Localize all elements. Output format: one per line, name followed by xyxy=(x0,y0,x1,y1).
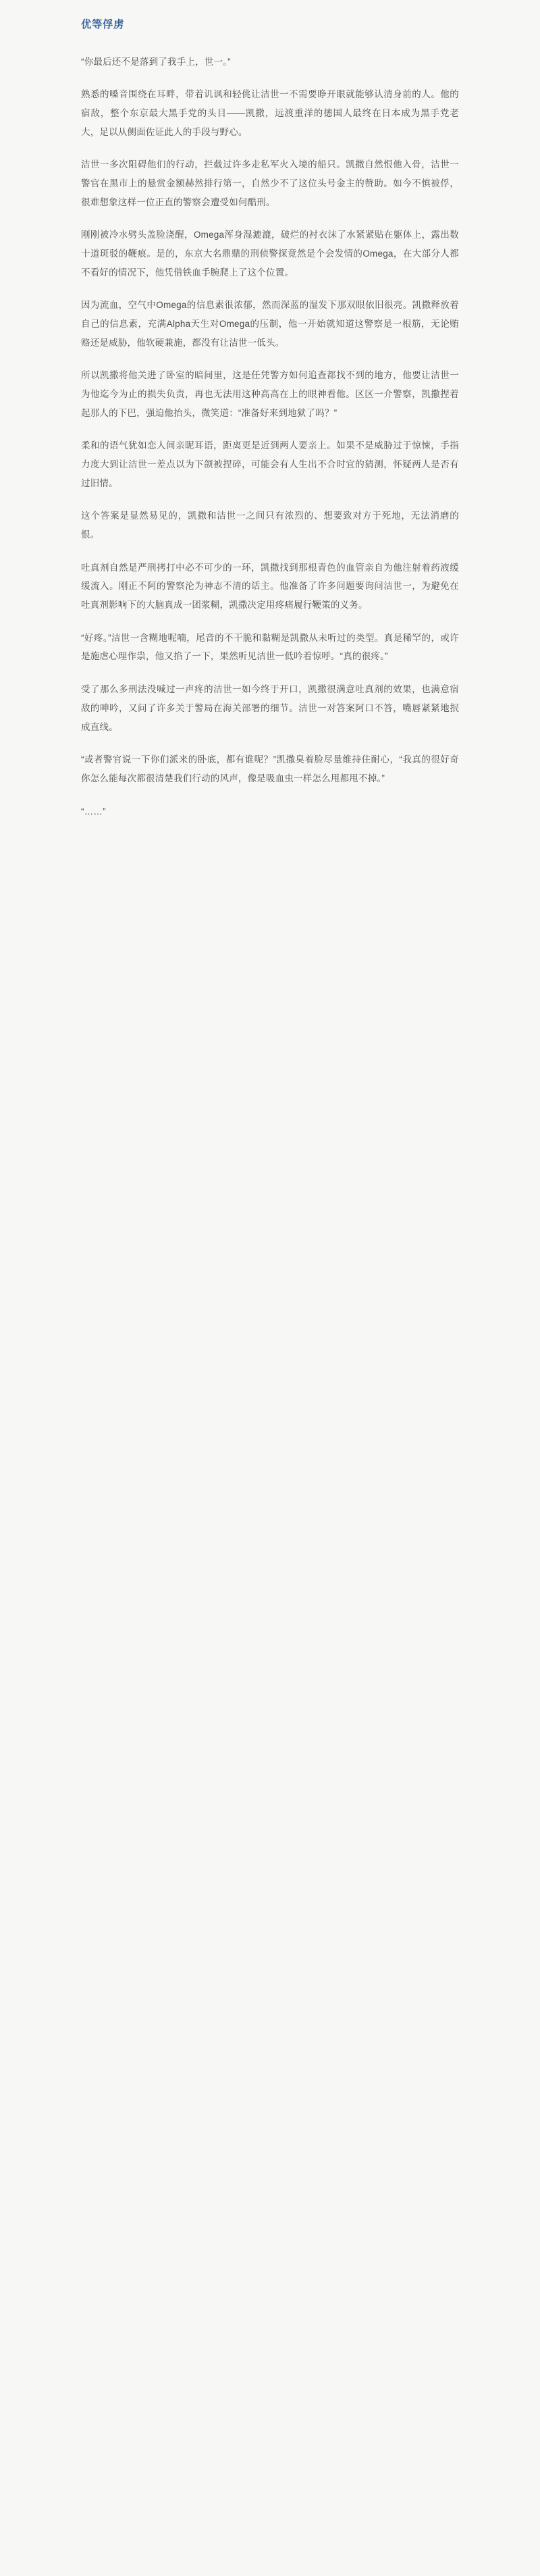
paragraph: 因为流血，空气中Omega的信息素很浓郁，然而深蓝的湿发下那双眼依旧很亮。凯撒释放着自己的信息素，充满Alpha天生对Omega的压制，他一开始就知道这警察是一根筋，无论贿赂还是威胁，他软硬兼施，都没有让洁世一低头。 xyxy=(81,300,459,348)
paragraph: “好疼。”洁世一含糊地呢喃，尾音的不干脆和黏糊是凯撒从未听过的类型。真是稀罕的，或许是施虐心理作祟，他又掐了一下，果然听见洁世一低吟着惊呼。“真的很疼。” xyxy=(81,632,459,662)
paragraph: 这个答案是显然易见的，凯撒和洁世一之间只有浓烈的、想要致对方于死地，无法消磨的恨。 xyxy=(81,511,459,540)
paragraph: 受了那么多刑法没喊过一声疼的洁世一如今终于开口，凯撒很满意吐真剂的效果，也满意宿敌的呻吟，又问了许多关于警局在海关部署的细节。洁世一对答案阿口不答，嘴唇紧紧地抿成直线。 xyxy=(81,684,459,732)
paragraph: 熟悉的嗓音围绕在耳畔，带着讥讽和轻佻让洁世一不需要睁开眼就能够认清身前的人。他的宿敌，整个东京最大黑手党的头目——凯撒，远渡重洋的德国人最终在日本成为黑手党老大，足以从侧面佐证此人的手段与野心。 xyxy=(81,89,459,137)
paragraph: 洁世一多次阻碍他们的行动，拦截过许多走私军火入境的船只。凯撒自然恨他入骨，洁世一警官在黑市上的悬赏金额赫然排行第一，自然少不了这位头号金主的赞助。如今不慎被俘，很难想象这样一位正直的警察会遭受如何酷刑。 xyxy=(81,159,459,207)
paragraph: 吐真剂自然是严刑拷打中必不可少的一环，凯撒找到那根青色的血管亲自为他注射着药液缓缓流入。刚正不阿的警察沦为神志不清的话主。他准备了许多问题要询问洁世一，为避免在吐真剂影响下的大脑真成一团浆糊，凯撒决定用疼痛履行鞭策的义务。 xyxy=(81,562,459,611)
bottom-spacer xyxy=(81,821,459,861)
paragraph: “……” xyxy=(81,806,106,817)
paragraph: 柔和的语气犹如恋人间亲昵耳语，距离更是近到两人要亲上。如果不是威胁过于惊悚，手指力度大到让洁世一差点以为下颌被捏碎，可能会有人生出不合时宜的猜测，怀疑两人是否有过旧情。 xyxy=(81,440,459,488)
paragraph: “或者警官说一下你们派来的卧底，都有谁呢？”凯撒臭着脸尽量维持住耐心，“我真的很好奇你怎么能每次都很清楚我们行动的风声，像是吸血虫一样怎么甩都甩不掉。” xyxy=(81,754,459,783)
paragraph: 所以凯撒将他关进了卧室的暗间里，这是任凭警方如何追查都找不到的地方，他要让洁世一为他迄今为止的损失负责，再也无法用这种高高在上的眼神看他。区区一介警察，凯撒捏着起那人的下巴，强迫他抬头，微笑道：“准备好来到地狱了吗？” xyxy=(81,370,459,418)
paragraph: 刚刚被冷水劈头盖脸浇醒，Omega浑身湿漉漉，破烂的衬衣沫了水紧紧贴在躯体上，露出数十道斑驳的鞭痕。是的，东京大名鼎鼎的刑侦警探竟然是个会发情的Omega，在大部分人都不看好的情况下，他凭借铁血手腕爬上了这个位置。 xyxy=(81,230,459,278)
paragraph: “你最后还不是落到了我手上，世一。” xyxy=(81,56,231,67)
content-frame xyxy=(81,0,459,861)
article-body xyxy=(81,53,459,821)
page-title: 优等俘虏 xyxy=(81,19,125,30)
